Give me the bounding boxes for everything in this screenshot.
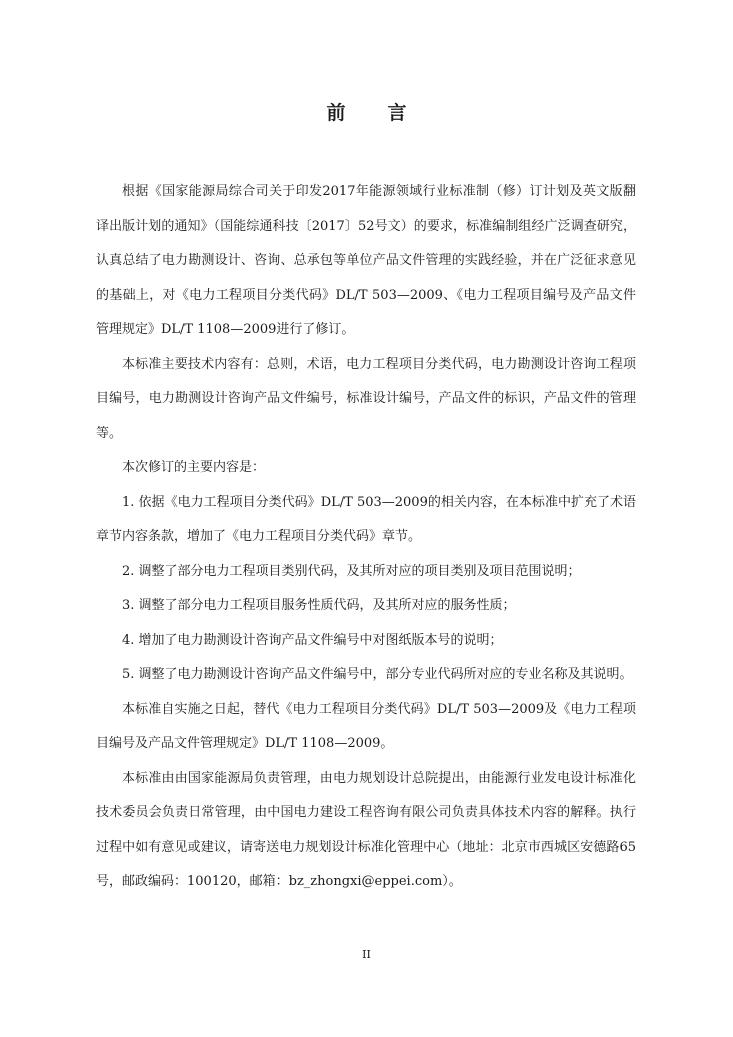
page-title: 前言 xyxy=(326,102,449,124)
revision-item-3: 3. 调整了部分电力工程项目服务性质代码，及其所对应的服务性质； xyxy=(122,598,516,613)
paragraph-main-content: 本标准主要技术内容有：总则，术语，电力工程项目分类代码，电力勘测设计咨询工程项目编号，电力勘测设计咨询产品文件编号，标准设计编号，产品文件的标识，产品文件的管理等。 xyxy=(96,356,636,441)
paragraph-revision-heading: 本次修订的主要内容是： xyxy=(122,460,266,475)
page-number: II xyxy=(362,948,371,961)
revision-item-1: 1. 依据《电力工程项目分类代码》DL/T 503—2009的相关内容，在本标准中扩充了术语章节内容条款，增加了《电力工程项目分类代码》章节。 xyxy=(96,494,636,544)
revision-item-4: 4. 增加了电力勘测设计咨询产品文件编号中对图纸版本号的说明； xyxy=(122,632,503,648)
paragraph-management: 本标准由由国家能源局负责管理，由电力规划设计总院提出，由能源行业发电设计标准化技术委员会负责日常管理，由中国电力建设工程咨询有限公司负责具体技术内容的解释。执行过程中如有意见或建议，请寄送电力规划设计标准化管理中心（地址：北京市西城区安德路65号，邮政编码：100120，邮箱：bz_zhongxi@eppei.com）。 xyxy=(96,770,636,889)
paragraph-replacement: 本标准自实施之日起，替代《电力工程项目分类代码》DL/T 503—2009及《电力工程项目编号及产品文件管理规定》DL/T 1108—2009。 xyxy=(96,701,636,751)
revision-item-2: 2. 调整了部分电力工程项目类别代码，及其所对应的项目类别及项目范围说明； xyxy=(122,563,581,579)
body-text xyxy=(96,175,636,900)
paragraph-intro: 根据《国家能源局综合司关于印发2017年能源领域行业标准制（修）订计划及英文版翻译出版计划的通知》（国能综通科技〔2017〕52号文）的要求，标准编制组经广泛调查研究，认真总结了电力勘测设计、咨询、总承包等单位产品文件管理的实践经验，并在广泛征求意见的基础上，对《电力工程项目分类代码》DL/T 503—2009、《电力工程项目编号及产品文件管理规定》DL/T 1108—2009进行了修订。 xyxy=(96,184,636,337)
revision-item-5: 5. 调整了电力勘测设计咨询产品文件编号中，部分专业代码所对应的专业名称及其说明。 xyxy=(122,667,633,682)
